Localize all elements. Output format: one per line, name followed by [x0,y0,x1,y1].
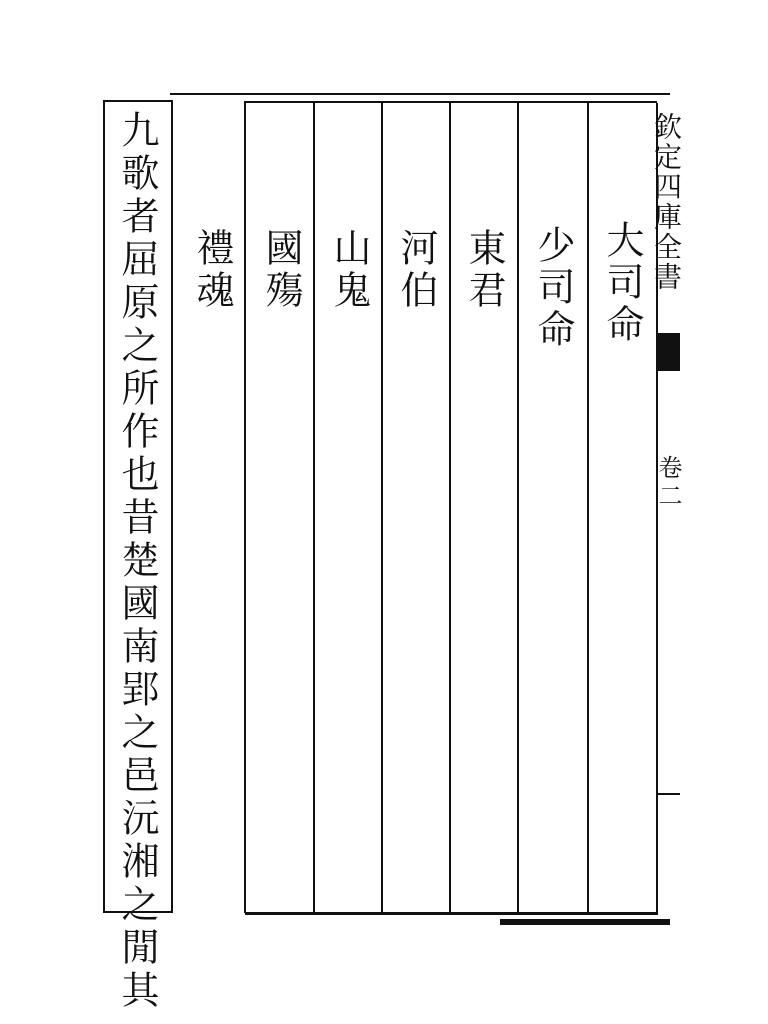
top-outer-rule [170,93,670,95]
spine-volume: 卷二 [654,455,682,511]
bottom-outer-rule [500,919,670,925]
column-divider [449,101,451,913]
column-divider [381,101,383,913]
title-da-siming: 大司命 [600,220,644,346]
title-dongjun: 東君 [462,228,506,312]
spine-title: 欽定四庫全書 [650,112,683,292]
title-guoshang: 國殤 [259,228,303,312]
column-divider [313,101,315,913]
title-hebo: 河伯 [394,228,438,312]
column-divider [244,101,246,913]
column-divider [587,101,589,913]
top-inner-rule [245,101,657,103]
title-shangui: 山鬼 [327,228,371,312]
column-divider [517,101,519,913]
title-lihun: 禮魂 [190,228,234,312]
spine-tick [656,793,680,795]
bottom-rule [245,912,657,915]
title-shao-siming: 少司命 [531,225,575,351]
main-text-column: 九歌者屈原之所作也昔楚國南郢之邑沅湘之閒其 [115,110,159,1013]
spine-fish-tail-block [658,333,680,371]
